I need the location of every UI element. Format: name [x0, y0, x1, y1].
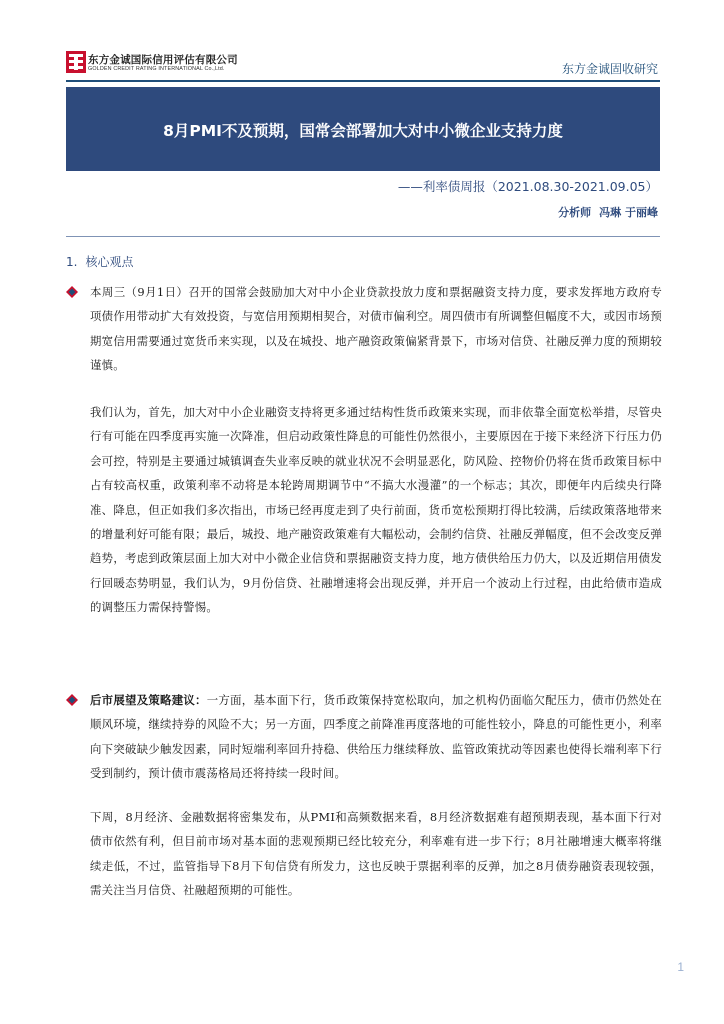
page-header: [66, 48, 660, 80]
paragraph-3-body: 一方面，基本面下行，货币政策保持宽松取向，加之机构仍面临欠配压力，债市仍然处在顺风环境，继续持券的风险不大；另一方面，四季度之前降准再度落地的可能性较小，降息的可能性更小，利率向下突破缺少触发因素，同时短端利率回升持稳、供给压力继续释放、监管政策扰动等因素也使得长端利率下行受到制约，预计债市震荡格局还将持续一段时间。: [90, 693, 662, 781]
diamond-bullet-icon: [66, 286, 78, 298]
section-heading: [66, 253, 141, 270]
title-banner: [66, 87, 660, 171]
brand-label: 东方金诚固收研究: [561, 62, 658, 76]
company-logo-icon: [66, 51, 86, 73]
analyst-names: 冯琳 于丽峰: [599, 206, 658, 219]
analyst-label: 分析师: [558, 206, 592, 219]
diamond-bullet-icon: [66, 694, 78, 706]
section-number: 1.: [66, 255, 78, 269]
analyst-line: [550, 204, 658, 220]
header-divider: [66, 80, 660, 82]
page-number: 1: [677, 960, 684, 974]
report-title: 8月PMI不及预期，国常会部署加大对中小微企业支持力度: [163, 122, 563, 140]
company-name-en: GOLDEN CREDIT RATING INTERNATIONAL Co.,Ltd.: [88, 66, 225, 72]
section-divider: [66, 236, 660, 237]
company-name-cn: 东方金诚国际信用评估有限公司: [88, 54, 238, 66]
paragraph-1: 本周三（9月1日）召开的国常会鼓励加大对中小企业贷款投放力度和票据融资支持力度，要求发挥地方政府专项债作用带动扩大有效投资，与宽信用预期相契合，对债市偏利空。周四债市有所调整但幅度不大，或因市场预期宽信用需要通过宽货币来实现，以及在城投、地产融资政策偏紧背景下，市场对信贷、社融反弹力度的预期较谨慎。: [90, 285, 662, 373]
strategy-lead: 后市展望及策略建议：: [90, 693, 207, 707]
paragraph-2: 我们认为，首先，加大对中小企业融资支持将更多通过结构性货币政策来实现，而非依靠全面宽松举措，尽管央行有可能在四季度再实施一次降准，但启动政策性降息的可能性仍然很小，主要原因在于接下来经济下行压力仍会可控，特别是主要通过城镇调查失业率反映的就业状况不会明显恶化，防风险、控物价仍将在货币政策目标中占有较高权重，政策利率不动将是本轮跨周期调节中“不搞大水漫灌”的一个标志；其次，即便年内后续央行降准、降息，但正如我们多次指出，市场已经再度走到了央行前面，货币宽松预期打得比较满，后续政策落地带来的增量利好可能有限；最后，城投、地产融资政策难有大幅松动，会制约信贷、社融反弹幅度，但不会改变反弹趋势，考虑到政策层面上加大对中小微企业信贷和票据融资支持力度，地方债供给压力仍大，以及近期信用债发行回暖态势明显，我们认为，9月份信贷、社融增速将会出现反弹，并开启一个波动上行过程，由此给债市造成的调整压力需保持警惕。: [90, 405, 662, 615]
section-title: 核心观点: [85, 255, 134, 269]
paragraph-4: 下周，8月经济、金融数据将密集发布，从PMI和高频数据来看，8月经济数据难有超预期表现，基本面下行对债市依然有利，但目前市场对基本面的悲观预期已经比较充分，利率难有进一步下行；8月社融增速大概率将继续走低，不过，监管指导下8月下旬信贷有所发力，这也反映于票据利率的反弹，加之8月债券融资表现较强，需关注当月信贷、社融超预期的可能性。: [90, 810, 662, 898]
report-subtitle: ——利率债周报（2021.08.30-2021.09.05）: [397, 179, 658, 194]
paragraph-3: [90, 688, 662, 786]
